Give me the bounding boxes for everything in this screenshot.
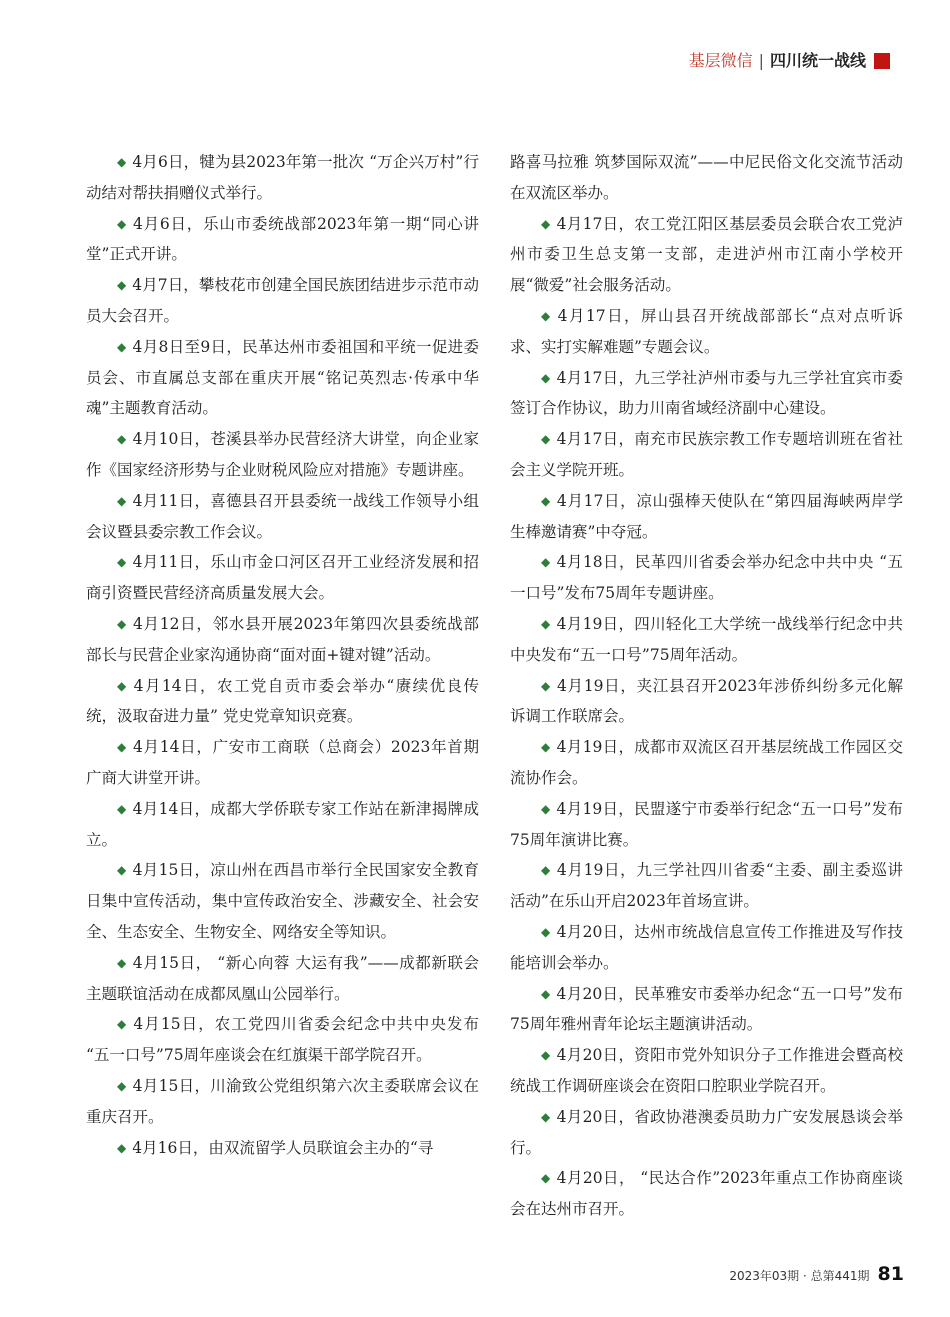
diamond-bullet-icon: ◆: [541, 678, 551, 693]
news-item: [86, 270, 479, 332]
diamond-bullet-icon: ◆: [117, 863, 127, 878]
news-item: [510, 609, 903, 671]
diamond-bullet-icon: ◆: [541, 801, 551, 816]
news-item: [510, 1102, 903, 1164]
news-item-text: 4月17日，屏山县召开统战部部长“点对点听诉求、实打实解难题”专题会议。: [510, 306, 903, 356]
news-item: [86, 424, 479, 486]
header-separator: |: [758, 51, 764, 70]
news-item: [86, 1133, 479, 1164]
news-item: [86, 948, 479, 1010]
news-item: [86, 547, 479, 609]
news-item-text: 4月14日，成都大学侨联专家工作站在新津揭牌成立。: [86, 799, 479, 849]
news-item: [510, 732, 903, 794]
diamond-bullet-icon: ◆: [117, 955, 127, 970]
diamond-bullet-icon: ◆: [541, 740, 551, 755]
red-square-icon: [874, 53, 890, 69]
news-item-text: 4月16日，由双流留学人员联谊会主办的“寻: [132, 1138, 434, 1157]
diamond-bullet-icon: ◆: [117, 278, 127, 293]
news-item: [86, 732, 479, 794]
news-item-text: 4月20日， “民达合作”2023年重点工作协商座谈会在达州市召开。: [510, 1169, 903, 1219]
news-item-text: 4月8日至9日，民革达州市委祖国和平统一促进委员会、市直属总支部在重庆开展“铭记英烈志·传承中华魂”主题教育活动。: [86, 337, 479, 418]
news-item-text: 4月20日，资阳市党外知识分子工作推进会暨高校统战工作调研座谈会在资阳口腔职业学院召开。: [510, 1046, 903, 1095]
news-item-text: 4月17日，九三学社泸州市委与九三学社宜宾市委签订合作协议，助力川南省域经济副中心建设。: [510, 368, 903, 418]
diamond-bullet-icon: ◆: [117, 339, 127, 354]
news-item-text: 4月20日，省政协港澳委员助力广安发展恳谈会举行。: [510, 1107, 903, 1157]
news-item-text: 4月14日，农工党自贡市委会举办“赓续优良传统，汲取奋进力量” 党史党章知识竞赛。: [86, 676, 479, 726]
news-item-text: 4月11日，乐山市金口河区召开工业经济发展和招商引资暨民营经济高质量发展大会。: [86, 553, 479, 603]
news-item-text: 4月19日，夹江县召开2023年涉侨纠纷多元化解诉调工作联席会。: [510, 676, 903, 726]
diamond-bullet-icon: ◆: [541, 555, 551, 570]
diamond-bullet-icon: ◆: [541, 370, 551, 385]
diamond-bullet-icon: ◆: [117, 493, 127, 508]
news-item: [86, 486, 479, 548]
news-item-text: 4月10日，苍溪县举办民营经济大讲堂，向企业家作《国家经济形势与企业财税风险应对措施》专题讲座。: [86, 430, 479, 479]
news-item: [510, 1163, 903, 1225]
diamond-bullet-icon: ◆: [541, 986, 551, 1001]
news-item: [510, 855, 903, 917]
news-item-text: 4月18日，民革四川省委会举办纪念中共中央 “五一口号”发布75周年专题讲座。: [510, 553, 903, 603]
news-item: [86, 1071, 479, 1133]
diamond-bullet-icon: ◆: [117, 801, 127, 816]
news-item: [510, 363, 903, 425]
diamond-bullet-icon: ◆: [541, 1171, 551, 1186]
news-item-text: 4月19日，成都市双流区召开基层统战工作园区交流协作会。: [510, 738, 903, 787]
news-item: [86, 609, 479, 671]
news-item-text: 4月19日，九三学社四川省委“主委、副主委巡讲活动”在乐山开启2023年首场宣讲。: [510, 861, 903, 911]
page-footer: [729, 1263, 904, 1285]
news-item: [510, 671, 903, 733]
news-item-text: 4月20日，民革雅安市委举办纪念“五一口号”发布75周年雅州青年论坛主题演讲活动。: [510, 984, 903, 1034]
news-item: [510, 917, 903, 979]
diamond-bullet-icon: ◆: [541, 216, 551, 231]
diamond-bullet-icon: ◆: [117, 1017, 128, 1032]
diamond-bullet-icon: ◆: [541, 863, 551, 878]
news-item-continuation: 路喜马拉雅 筑梦国际双流”——中尼民俗文化交流节活动在双流区举办。: [510, 153, 903, 202]
news-item: [86, 332, 479, 424]
news-item: [86, 147, 479, 209]
news-item: [510, 209, 903, 301]
page-header: [689, 50, 890, 72]
diamond-bullet-icon: ◆: [541, 432, 551, 447]
news-item-text: 4月11日，喜德县召开县委统一战线工作领导小组会议暨县委宗教工作会议。: [86, 491, 479, 541]
diamond-bullet-icon: ◆: [117, 432, 127, 447]
news-item: [86, 794, 479, 856]
news-item: [86, 209, 479, 271]
diamond-bullet-icon: ◆: [541, 616, 551, 631]
right-column: [510, 147, 903, 1225]
diamond-bullet-icon: ◆: [541, 308, 552, 323]
diamond-bullet-icon: ◆: [117, 1078, 127, 1093]
news-item-text: 4月17日，农工党江阳区基层委员会联合农工党泸州市委卫生总支第一支部，走进泸州市江南小学校开展“微爱”社会服务活动。: [510, 214, 903, 295]
news-item-text: 4月15日，川渝致公党组织第六次主委联席会议在重庆召开。: [86, 1076, 479, 1126]
news-item: [86, 1009, 479, 1071]
news-item-text: 4月7日，攀枝花市创建全国民族团结进步示范市动员大会召开。: [86, 276, 479, 325]
diamond-bullet-icon: ◆: [117, 740, 127, 755]
issue-info: 2023年03期 · 总第441期: [729, 1269, 870, 1283]
news-item-text: 4月19日，民盟遂宁市委举行纪念“五一口号”发布75周年演讲比赛。: [510, 799, 903, 849]
left-column: [86, 147, 479, 1163]
news-item-text: 4月14日，广安市工商联（总商会）2023年首期广商大讲堂开讲。: [86, 738, 479, 787]
page-number: 81: [877, 1263, 904, 1285]
news-item: [510, 979, 903, 1041]
news-item-text: 4月17日，南充市民族宗教工作专题培训班在省社会主义学院开班。: [510, 430, 903, 479]
news-item: [86, 671, 479, 733]
news-item-text: 4月15日，农工党四川省委会纪念中共中央发布 “五一口号”75周年座谈会在红旗渠干部学院召开。: [86, 1015, 479, 1065]
news-item-text: 4月19日，四川轻化工大学统一战线举行纪念中共中央发布“五一口号”75周年活动。: [510, 614, 903, 664]
news-item-text: 4月12日，邻水县开展2023年第四次县委统战部部长与民营企业家沟通协商“面对面+键对键”活动。: [86, 614, 479, 664]
news-item-text: 4月6日，犍为县2023年第一批次 “万企兴万村”行动结对帮扶捐赠仪式举行。: [86, 153, 479, 202]
news-item-text: 4月17日，凉山强棒天使队在“第四届海峡两岸学生棒邀请赛”中夺冠。: [510, 491, 903, 541]
news-item: [510, 424, 903, 486]
news-item-text: 4月6日，乐山市委统战部2023年第一期“同心讲堂”正式开讲。: [86, 214, 479, 264]
diamond-bullet-icon: ◆: [117, 155, 127, 169]
diamond-bullet-icon: ◆: [117, 216, 127, 231]
diamond-bullet-icon: ◆: [541, 1048, 551, 1063]
news-item: [510, 1040, 903, 1102]
news-item: [510, 301, 903, 363]
diamond-bullet-icon: ◆: [117, 678, 128, 693]
diamond-bullet-icon: ◆: [117, 616, 127, 631]
diamond-bullet-icon: ◆: [117, 555, 127, 570]
news-item-text: 4月15日，凉山州在西昌市举行全民国家安全教育日集中宣传活动，集中宣传政治安全、涉藏安全、社会安全、生态安全、生物安全、网络安全等知识。: [86, 861, 479, 941]
news-item: [86, 855, 479, 947]
news-item-text: 4月20日，达州市统战信息宣传工作推进及写作技能培训会举办。: [510, 922, 903, 972]
diamond-bullet-icon: ◆: [541, 924, 551, 939]
section-label: 基层微信: [688, 51, 753, 70]
news-item: [510, 794, 903, 856]
diamond-bullet-icon: ◆: [117, 1140, 127, 1155]
news-item-text: 4月15日， “新心向蓉 大运有我”——成都新联会主题联谊活动在成都凤凰山公园举行。: [86, 953, 479, 1003]
magazine-title: 四川统一战线: [769, 51, 866, 70]
diamond-bullet-icon: ◆: [541, 1109, 551, 1124]
diamond-bullet-icon: ◆: [541, 493, 551, 508]
news-item: [510, 547, 903, 609]
news-item: [510, 486, 903, 548]
